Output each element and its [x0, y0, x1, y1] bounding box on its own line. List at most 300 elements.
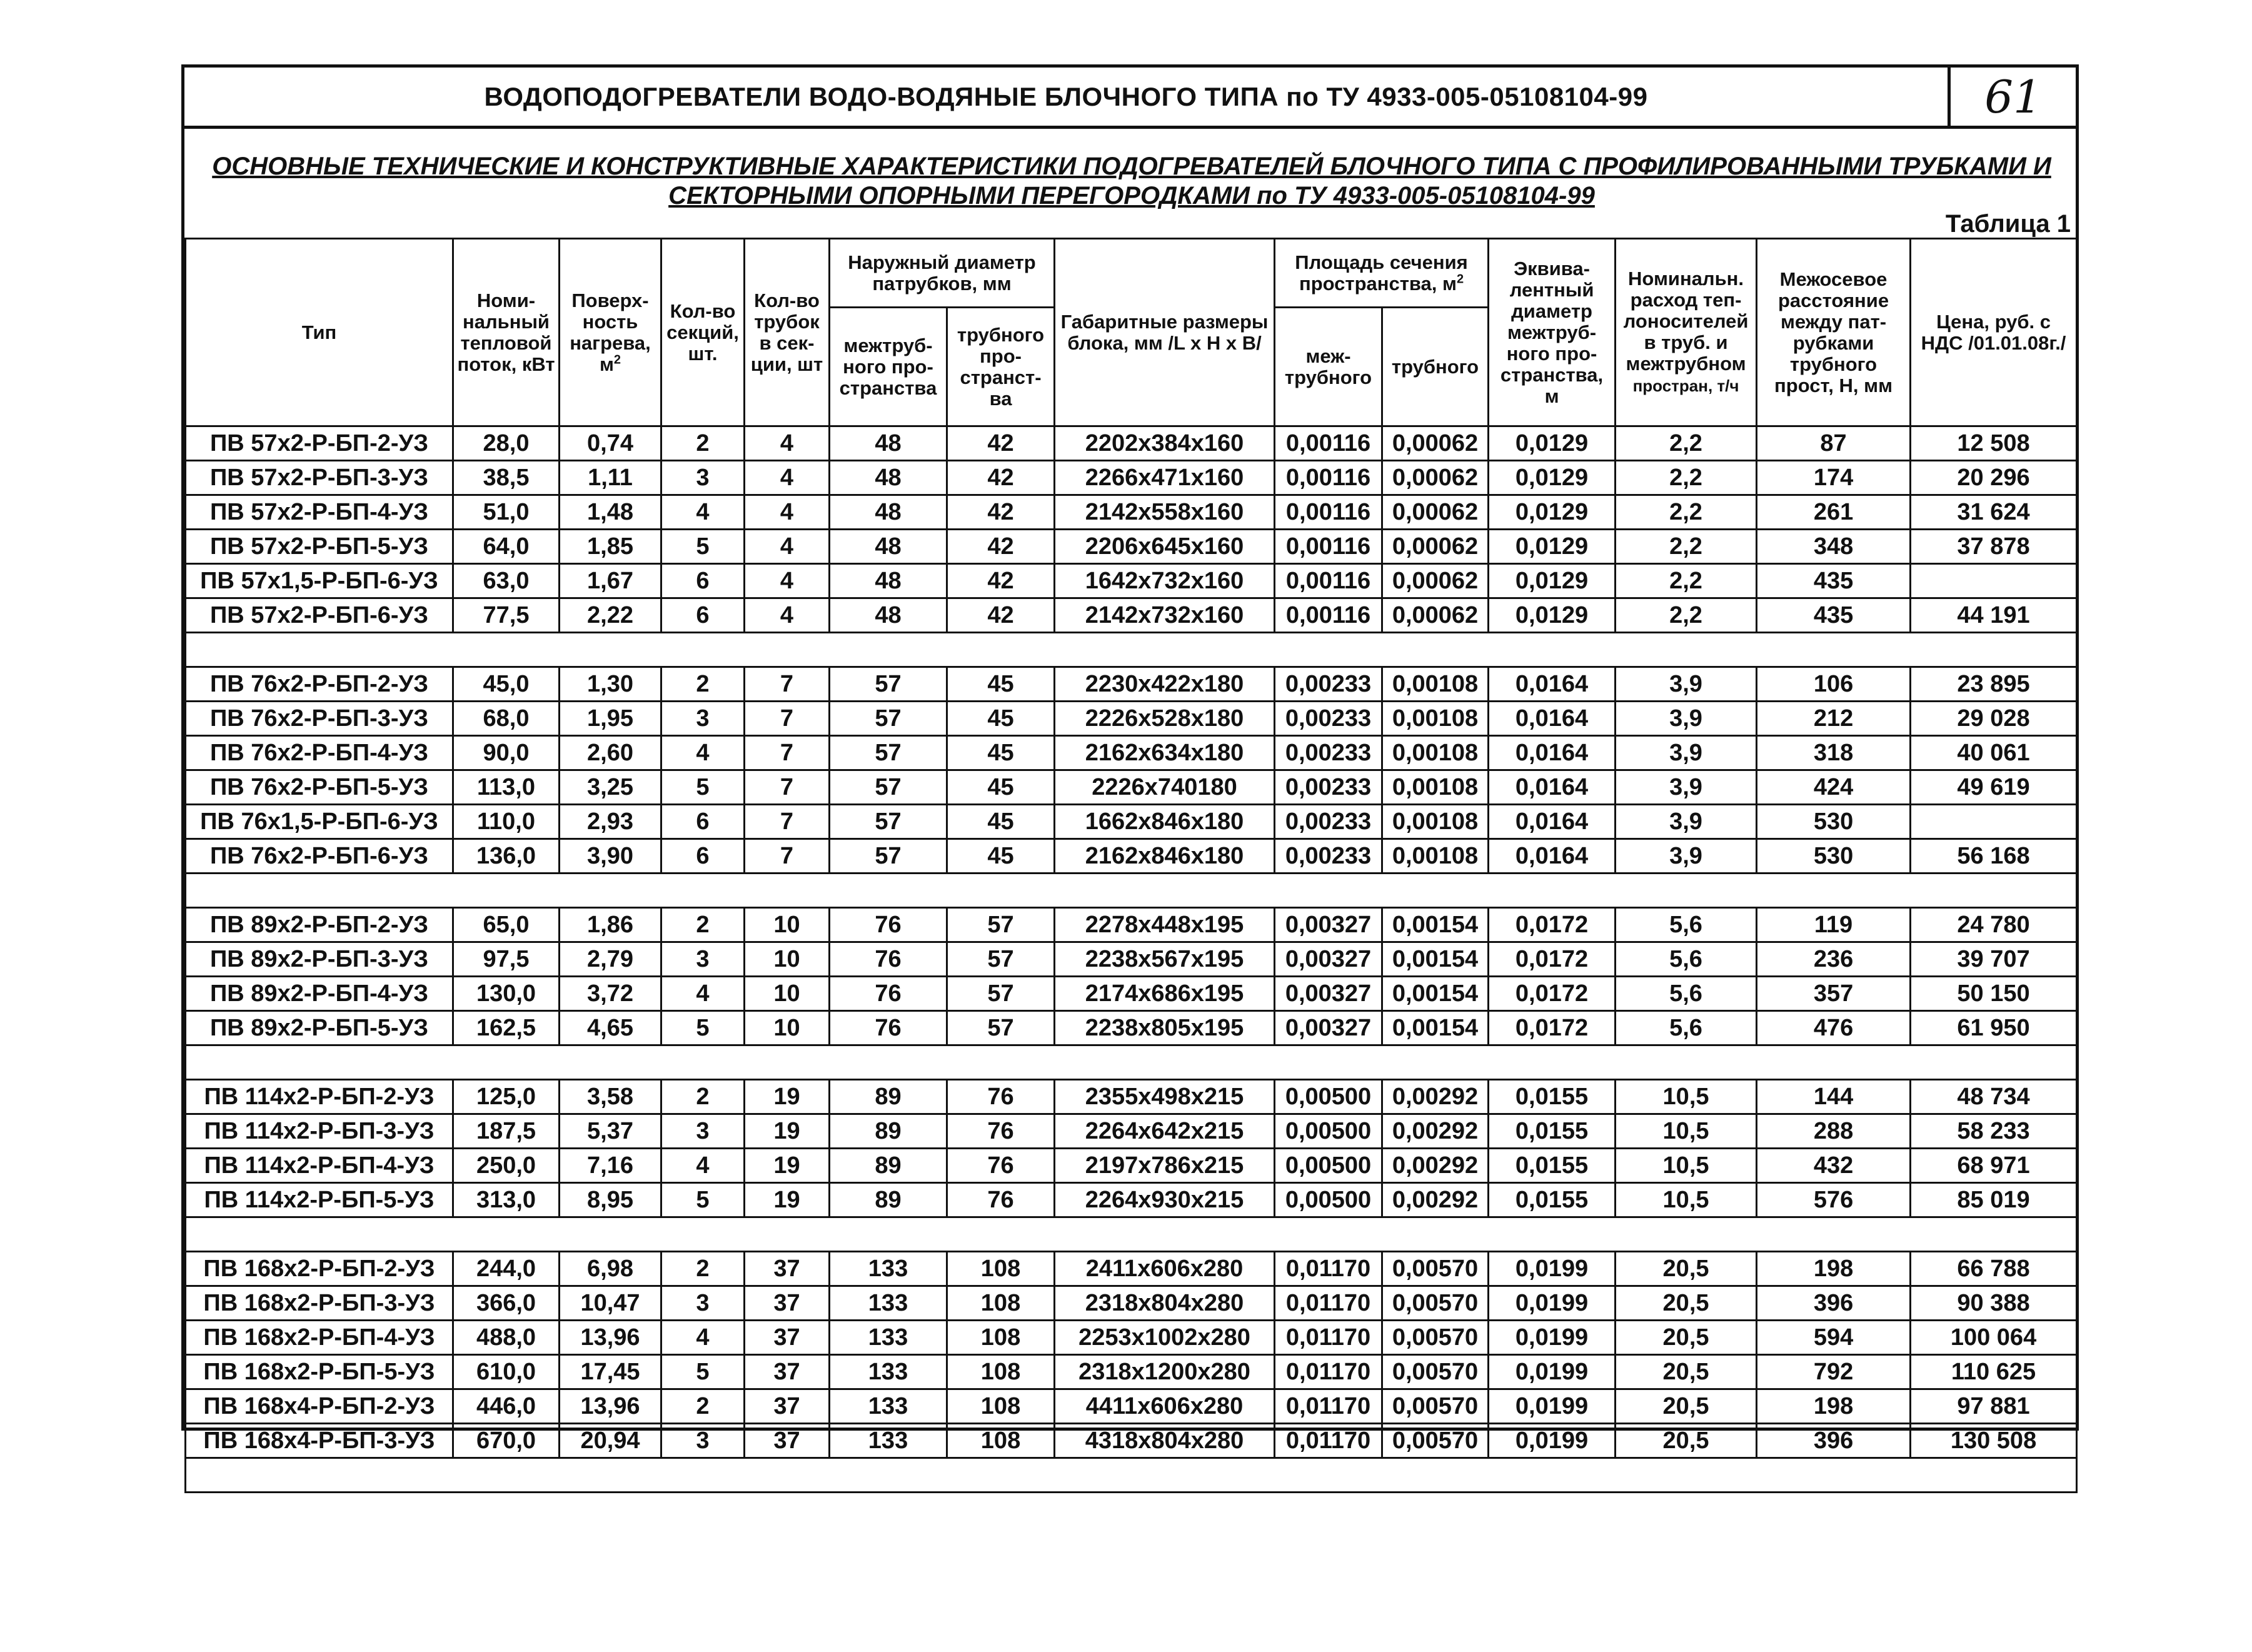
cell-price: 39 707	[1911, 942, 2077, 977]
cell-tubes: 37	[745, 1321, 830, 1355]
cell-nozzle-inter: 76	[830, 1011, 947, 1045]
cell-flow: 20,5	[1616, 1321, 1757, 1355]
cell-surface: 3,25	[560, 770, 661, 805]
cell-type: ПВ 76х2-Р-БП-2-УЗ	[186, 667, 453, 702]
cell-flow: 2,2	[1616, 530, 1757, 564]
cell-area-inter: 0,01170	[1275, 1321, 1382, 1355]
cell-price: 48 734	[1911, 1080, 2077, 1114]
cell-nozzle-inter: 48	[830, 495, 947, 530]
cell-nozzle-inter: 133	[830, 1424, 947, 1458]
cell-type: ПВ 168х2-Р-БП-4-УЗ	[186, 1321, 453, 1355]
cell-price: 24 780	[1911, 908, 2077, 942]
cell-equiv-diameter: 0,0129	[1489, 530, 1616, 564]
cell-tubes: 4	[745, 461, 830, 495]
cell-type: ПВ 114х2-Р-БП-3-УЗ	[186, 1114, 453, 1149]
cell-sections: 2	[661, 667, 745, 702]
cell-equiv-diameter: 0,0129	[1489, 426, 1616, 461]
cell-sections: 5	[661, 770, 745, 805]
cell-nozzle-tube: 57	[947, 977, 1055, 1011]
cell-axial: 198	[1757, 1252, 1911, 1286]
cell-tubes: 10	[745, 977, 830, 1011]
cell-area-inter: 0,00233	[1275, 702, 1382, 736]
cell-surface: 2,79	[560, 942, 661, 977]
document-sheet	[181, 64, 2079, 1454]
cell-axial: 119	[1757, 908, 1911, 942]
table-row	[186, 1183, 2077, 1217]
cell-power: 313,0	[453, 1183, 560, 1217]
cell-price: 85 019	[1911, 1183, 2077, 1217]
cell-type: ПВ 168х4-Р-БП-3-УЗ	[186, 1424, 453, 1458]
cell-power: 446,0	[453, 1389, 560, 1424]
cell-flow: 10,5	[1616, 1149, 1757, 1183]
cell-area-inter: 0,00500	[1275, 1149, 1382, 1183]
col-header-nozzle-inter: межтруб-ного про-странства	[830, 308, 947, 426]
cell-nozzle-inter: 48	[830, 426, 947, 461]
cell-surface: 0,74	[560, 426, 661, 461]
cell-surface: 20,94	[560, 1424, 661, 1458]
cell-type: ПВ 76х2-Р-БП-6-УЗ	[186, 839, 453, 874]
cell-sections: 6	[661, 805, 745, 839]
cell-nozzle-tube: 57	[947, 1011, 1055, 1045]
cell-nozzle-tube: 108	[947, 1424, 1055, 1458]
cell-area-tube: 0,00570	[1382, 1355, 1489, 1389]
cell-power: 366,0	[453, 1286, 560, 1321]
cell-area-inter: 0,00116	[1275, 426, 1382, 461]
cell-surface: 3,58	[560, 1080, 661, 1114]
cell-area-inter: 0,01170	[1275, 1252, 1382, 1286]
cell-flow: 5,6	[1616, 942, 1757, 977]
cell-area-tube: 0,00062	[1382, 461, 1489, 495]
cell-tubes: 37	[745, 1424, 830, 1458]
cell-sections: 4	[661, 1321, 745, 1355]
cell-surface: 1,48	[560, 495, 661, 530]
col-header-type: Тип	[186, 239, 453, 426]
cell-axial: 396	[1757, 1286, 1911, 1321]
cell-flow: 20,5	[1616, 1389, 1757, 1424]
table-row	[186, 667, 2077, 702]
table-row	[186, 1355, 2077, 1389]
cell-flow: 10,5	[1616, 1080, 1757, 1114]
page-title: ВОДОПОДОГРЕВАТЕЛИ ВОДО-ВОДЯНЫЕ БЛОЧНОГО ТИПА по ТУ 4933-005-05108104-99	[484, 81, 1648, 111]
table-row	[186, 1114, 2077, 1149]
cell-area-tube: 0,00570	[1382, 1321, 1489, 1355]
cell-surface: 10,47	[560, 1286, 661, 1321]
cell-price: 68 971	[1911, 1149, 2077, 1183]
group-spacer-cell	[186, 1045, 2077, 1080]
cell-sections: 5	[661, 1011, 745, 1045]
cell-axial: 594	[1757, 1321, 1911, 1355]
cell-nozzle-tube: 108	[947, 1321, 1055, 1355]
cell-sections: 3	[661, 1114, 745, 1149]
cell-area-inter: 0,00327	[1275, 942, 1382, 977]
cell-power: 110,0	[453, 805, 560, 839]
cell-price: 90 388	[1911, 1286, 2077, 1321]
table-row	[186, 942, 2077, 977]
cell-price: 100 064	[1911, 1321, 2077, 1355]
cell-flow: 20,5	[1616, 1286, 1757, 1321]
cell-sections: 6	[661, 839, 745, 874]
table-row	[186, 598, 2077, 633]
cell-dimensions: 2202х384х160	[1055, 426, 1275, 461]
cell-power: 63,0	[453, 564, 560, 598]
col-header-area-group	[1275, 239, 1489, 308]
cell-dimensions: 2318х804х280	[1055, 1286, 1275, 1321]
cell-dimensions: 4318х804х280	[1055, 1424, 1275, 1458]
cell-flow: 5,6	[1616, 908, 1757, 942]
group-spacer-row	[186, 1217, 2077, 1252]
subtitle-line-1: ОСНОВНЫЕ ТЕХНИЧЕСКИЕ И КОНСТРУКТИВНЫЕ ХАРАКТЕРИСТИКИ ПОДОГРЕВАТЕЛЕЙ БЛОЧНОГО ТИПА С ПРОФИЛИРОВАННЫМИ ТРУБКАМИ И	[212, 153, 2051, 180]
cell-nozzle-inter: 57	[830, 805, 947, 839]
cell-tubes: 7	[745, 805, 830, 839]
cell-nozzle-tube: 42	[947, 461, 1055, 495]
cell-price	[1911, 564, 2077, 598]
cell-axial: 424	[1757, 770, 1911, 805]
table-row	[186, 1149, 2077, 1183]
cell-area-tube: 0,00154	[1382, 1011, 1489, 1045]
cell-type: ПВ 57х2-Р-БП-6-УЗ	[186, 598, 453, 633]
cell-axial: 144	[1757, 1080, 1911, 1114]
cell-surface: 2,60	[560, 736, 661, 770]
col-header-dimensions: Габаритные размеры блока, мм /L x H x B/	[1055, 239, 1275, 426]
cell-axial: 198	[1757, 1389, 1911, 1424]
cell-tubes: 4	[745, 598, 830, 633]
cell-nozzle-tube: 108	[947, 1286, 1055, 1321]
cell-nozzle-tube: 42	[947, 564, 1055, 598]
cell-price: 20 296	[1911, 461, 2077, 495]
cell-tubes: 4	[745, 564, 830, 598]
cell-axial: 261	[1757, 495, 1911, 530]
cell-area-tube: 0,00154	[1382, 942, 1489, 977]
table-subtitle	[197, 152, 2066, 211]
cell-dimensions: 2230х422х180	[1055, 667, 1275, 702]
cell-sections: 5	[661, 530, 745, 564]
table-row	[186, 736, 2077, 770]
cell-flow: 3,9	[1616, 839, 1757, 874]
cell-area-tube: 0,00062	[1382, 426, 1489, 461]
cell-power: 130,0	[453, 977, 560, 1011]
col-header-flow	[1616, 239, 1757, 426]
cell-sections: 2	[661, 1389, 745, 1424]
cell-area-tube: 0,00108	[1382, 667, 1489, 702]
cell-area-inter: 0,01170	[1275, 1424, 1382, 1458]
table-row	[186, 805, 2077, 839]
cell-type: ПВ 57х1,5-Р-БП-6-УЗ	[186, 564, 453, 598]
cell-sections: 2	[661, 1252, 745, 1286]
cell-equiv-diameter: 0,0164	[1489, 839, 1616, 874]
cell-type: ПВ 89х2-Р-БП-4-УЗ	[186, 977, 453, 1011]
cell-power: 250,0	[453, 1149, 560, 1183]
cell-tubes: 37	[745, 1389, 830, 1424]
cell-equiv-diameter: 0,0172	[1489, 977, 1616, 1011]
cell-area-inter: 0,00500	[1275, 1114, 1382, 1149]
group-spacer-cell	[186, 874, 2077, 908]
cell-area-tube: 0,00154	[1382, 977, 1489, 1011]
cell-type: ПВ 76х1,5-Р-БП-6-УЗ	[186, 805, 453, 839]
cell-type: ПВ 76х2-Р-БП-3-УЗ	[186, 702, 453, 736]
cell-nozzle-inter: 133	[830, 1252, 947, 1286]
cell-power: 64,0	[453, 530, 560, 564]
cell-dimensions: 2264х930х215	[1055, 1183, 1275, 1217]
table-row	[186, 908, 2077, 942]
cell-surface: 1,11	[560, 461, 661, 495]
cell-power: 65,0	[453, 908, 560, 942]
cell-equiv-diameter: 0,0155	[1489, 1183, 1616, 1217]
cell-surface: 13,96	[560, 1321, 661, 1355]
cell-sections: 3	[661, 461, 745, 495]
col-header-surface	[560, 239, 661, 426]
cell-surface: 1,67	[560, 564, 661, 598]
page-number: 61	[1948, 68, 2076, 126]
cell-equiv-diameter: 0,0129	[1489, 495, 1616, 530]
cell-equiv-diameter: 0,0129	[1489, 598, 1616, 633]
col-header-power: Номи-нальный тепловой поток, кВт	[453, 239, 560, 426]
col-header-area-tube: трубного	[1382, 308, 1489, 426]
cell-type: ПВ 168х2-Р-БП-2-УЗ	[186, 1252, 453, 1286]
cell-price: 97 881	[1911, 1389, 2077, 1424]
cell-flow: 20,5	[1616, 1424, 1757, 1458]
cell-axial: 318	[1757, 736, 1911, 770]
cell-flow: 2,2	[1616, 598, 1757, 633]
cell-nozzle-tube: 76	[947, 1114, 1055, 1149]
cell-equiv-diameter: 0,0199	[1489, 1389, 1616, 1424]
cell-area-inter: 0,00116	[1275, 495, 1382, 530]
cell-area-inter: 0,00233	[1275, 839, 1382, 874]
cell-area-tube: 0,00570	[1382, 1389, 1489, 1424]
cell-flow: 20,5	[1616, 1252, 1757, 1286]
cell-flow: 5,6	[1616, 977, 1757, 1011]
cell-surface: 7,16	[560, 1149, 661, 1183]
cell-axial: 792	[1757, 1355, 1911, 1389]
cell-type: ПВ 57х2-Р-БП-2-УЗ	[186, 426, 453, 461]
cell-nozzle-inter: 48	[830, 598, 947, 633]
cell-type: ПВ 89х2-Р-БП-3-УЗ	[186, 942, 453, 977]
cell-nozzle-inter: 133	[830, 1286, 947, 1321]
cell-power: 28,0	[453, 426, 560, 461]
group-spacer-row	[186, 1458, 2077, 1493]
cell-area-inter: 0,00116	[1275, 598, 1382, 633]
col-header-nozzle-group: Наружный диаметр патрубков, мм	[830, 239, 1055, 308]
cell-dimensions: 4411х606х280	[1055, 1389, 1275, 1424]
cell-equiv-diameter: 0,0155	[1489, 1114, 1616, 1149]
cell-surface: 17,45	[560, 1355, 661, 1389]
col-header-surface-text: Поверх-ность нагрева, м	[570, 289, 651, 375]
cell-flow: 3,9	[1616, 702, 1757, 736]
cell-equiv-diameter: 0,0129	[1489, 564, 1616, 598]
cell-power: 38,5	[453, 461, 560, 495]
cell-equiv-diameter: 0,0129	[1489, 461, 1616, 495]
cell-tubes: 19	[745, 1149, 830, 1183]
cell-equiv-diameter: 0,0199	[1489, 1424, 1616, 1458]
cell-nozzle-inter: 48	[830, 530, 947, 564]
cell-equiv-diameter: 0,0199	[1489, 1286, 1616, 1321]
cell-flow: 3,9	[1616, 736, 1757, 770]
cell-sections: 4	[661, 1149, 745, 1183]
cell-power: 162,5	[453, 1011, 560, 1045]
cell-sections: 3	[661, 1286, 745, 1321]
cell-price: 66 788	[1911, 1252, 2077, 1286]
cell-flow: 5,6	[1616, 1011, 1757, 1045]
cell-power: 187,5	[453, 1114, 560, 1149]
cell-equiv-diameter: 0,0172	[1489, 1011, 1616, 1045]
cell-sections: 4	[661, 495, 745, 530]
cell-dimensions: 2238х567х195	[1055, 942, 1275, 977]
cell-sections: 3	[661, 942, 745, 977]
cell-axial: 212	[1757, 702, 1911, 736]
cell-price: 29 028	[1911, 702, 2077, 736]
cell-equiv-diameter: 0,0172	[1489, 908, 1616, 942]
cell-sections: 6	[661, 564, 745, 598]
cell-area-tube: 0,00292	[1382, 1114, 1489, 1149]
cell-sections: 4	[661, 736, 745, 770]
cell-area-tube: 0,00570	[1382, 1252, 1489, 1286]
table-row	[186, 702, 2077, 736]
col-header-area-inter: меж-трубного	[1275, 308, 1382, 426]
cell-dimensions: 2411х606х280	[1055, 1252, 1275, 1286]
cell-area-inter: 0,01170	[1275, 1286, 1382, 1321]
table-row	[186, 1252, 2077, 1286]
cell-nozzle-tube: 42	[947, 426, 1055, 461]
cell-price: 12 508	[1911, 426, 2077, 461]
cell-area-tube: 0,00292	[1382, 1149, 1489, 1183]
table-row	[186, 1321, 2077, 1355]
cell-area-tube: 0,00062	[1382, 495, 1489, 530]
cell-power: 125,0	[453, 1080, 560, 1114]
col-header-tubes: Кол-во трубок в сек-ции, шт	[745, 239, 830, 426]
group-spacer-row	[186, 633, 2077, 667]
cell-dimensions: 2226х528х180	[1055, 702, 1275, 736]
cell-nozzle-tube: 45	[947, 702, 1055, 736]
cell-price: 130 508	[1911, 1424, 2077, 1458]
cell-flow: 2,2	[1616, 495, 1757, 530]
group-spacer-row	[186, 1045, 2077, 1080]
cell-dimensions: 2264х642х215	[1055, 1114, 1275, 1149]
cell-nozzle-tube: 42	[947, 495, 1055, 530]
title-bar	[184, 68, 2076, 129]
cell-area-tube: 0,00108	[1382, 770, 1489, 805]
cell-dimensions: 2226х740180	[1055, 770, 1275, 805]
group-spacer-row	[186, 874, 2077, 908]
cell-dimensions: 2318х1200х280	[1055, 1355, 1275, 1389]
cell-surface: 3,72	[560, 977, 661, 1011]
cell-area-tube: 0,00062	[1382, 530, 1489, 564]
table-row	[186, 461, 2077, 495]
group-spacer-cell	[186, 1458, 2077, 1493]
group-spacer-cell	[186, 1217, 2077, 1252]
cell-type: ПВ 57х2-Р-БП-3-УЗ	[186, 461, 453, 495]
cell-nozzle-inter: 133	[830, 1355, 947, 1389]
cell-sections: 3	[661, 702, 745, 736]
cell-power: 244,0	[453, 1252, 560, 1286]
cell-equiv-diameter: 0,0164	[1489, 770, 1616, 805]
cell-axial: 288	[1757, 1114, 1911, 1149]
cell-axial: 435	[1757, 564, 1911, 598]
cell-area-tube: 0,00108	[1382, 839, 1489, 874]
cell-power: 51,0	[453, 495, 560, 530]
cell-dimensions: 2206х645х160	[1055, 530, 1275, 564]
table-row	[186, 1286, 2077, 1321]
cell-nozzle-tube: 76	[947, 1080, 1055, 1114]
cell-nozzle-tube: 108	[947, 1355, 1055, 1389]
cell-axial: 530	[1757, 839, 1911, 874]
table-row	[186, 1080, 2077, 1114]
specs-table	[184, 238, 2078, 1493]
cell-flow: 2,2	[1616, 461, 1757, 495]
table-row	[186, 426, 2077, 461]
cell-nozzle-tube: 45	[947, 839, 1055, 874]
cell-area-inter: 0,00233	[1275, 770, 1382, 805]
cell-tubes: 7	[745, 770, 830, 805]
cell-dimensions: 2162х846х180	[1055, 839, 1275, 874]
cell-area-inter: 0,00116	[1275, 564, 1382, 598]
cell-axial: 348	[1757, 530, 1911, 564]
cell-flow: 20,5	[1616, 1355, 1757, 1389]
cell-tubes: 7	[745, 736, 830, 770]
cell-price: 56 168	[1911, 839, 2077, 874]
col-header-axial: Межосевое расстояние между пат-рубками трубного прост, Н, мм	[1757, 239, 1911, 426]
cell-tubes: 4	[745, 530, 830, 564]
cell-tubes: 37	[745, 1355, 830, 1389]
cell-area-inter: 0,00233	[1275, 736, 1382, 770]
cell-surface: 1,86	[560, 908, 661, 942]
cell-equiv-diameter: 0,0199	[1489, 1355, 1616, 1389]
cell-sections: 2	[661, 908, 745, 942]
group-spacer-cell	[186, 633, 2077, 667]
cell-power: 97,5	[453, 942, 560, 977]
cell-price: 61 950	[1911, 1011, 2077, 1045]
cell-surface: 2,22	[560, 598, 661, 633]
cell-axial: 576	[1757, 1183, 1911, 1217]
cell-tubes: 37	[745, 1252, 830, 1286]
cell-axial: 435	[1757, 598, 1911, 633]
cell-nozzle-tube: 45	[947, 770, 1055, 805]
cell-equiv-diameter: 0,0164	[1489, 667, 1616, 702]
cell-axial: 476	[1757, 1011, 1911, 1045]
cell-flow: 3,9	[1616, 805, 1757, 839]
col-header-equiv-diameter: Эквива-лентный диаметр межтруб-ного про-странства, м	[1489, 239, 1616, 426]
table-row	[186, 770, 2077, 805]
cell-area-tube: 0,00108	[1382, 805, 1489, 839]
cell-nozzle-tube: 45	[947, 736, 1055, 770]
cell-equiv-diameter: 0,0164	[1489, 805, 1616, 839]
cell-tubes: 19	[745, 1114, 830, 1149]
cell-axial: 530	[1757, 805, 1911, 839]
cell-nozzle-tube: 42	[947, 598, 1055, 633]
col-header-nozzle-tube: трубного про-странст-ва	[947, 308, 1055, 426]
cell-tubes: 7	[745, 702, 830, 736]
cell-axial: 432	[1757, 1149, 1911, 1183]
col-header-sections: Кол-во секций, шт.	[661, 239, 745, 426]
cell-price: 44 191	[1911, 598, 2077, 633]
table-label: Таблица 1	[1945, 210, 2071, 238]
cell-price: 40 061	[1911, 736, 2077, 770]
table-row	[186, 530, 2077, 564]
cell-nozzle-inter: 133	[830, 1321, 947, 1355]
cell-tubes: 10	[745, 942, 830, 977]
cell-dimensions: 2253х1002х280	[1055, 1321, 1275, 1355]
cell-type: ПВ 76х2-Р-БП-4-УЗ	[186, 736, 453, 770]
table-row	[186, 977, 2077, 1011]
cell-axial: 236	[1757, 942, 1911, 977]
cell-tubes: 19	[745, 1183, 830, 1217]
cell-type: ПВ 114х2-Р-БП-4-УЗ	[186, 1149, 453, 1183]
cell-nozzle-inter: 48	[830, 461, 947, 495]
cell-surface: 1,85	[560, 530, 661, 564]
cell-type: ПВ 89х2-Р-БП-5-УЗ	[186, 1011, 453, 1045]
cell-nozzle-tube: 57	[947, 942, 1055, 977]
cell-nozzle-inter: 57	[830, 736, 947, 770]
col-header-price: Цена, руб. с НДС /01.01.08г./	[1911, 239, 2077, 426]
cell-area-tube: 0,00570	[1382, 1286, 1489, 1321]
